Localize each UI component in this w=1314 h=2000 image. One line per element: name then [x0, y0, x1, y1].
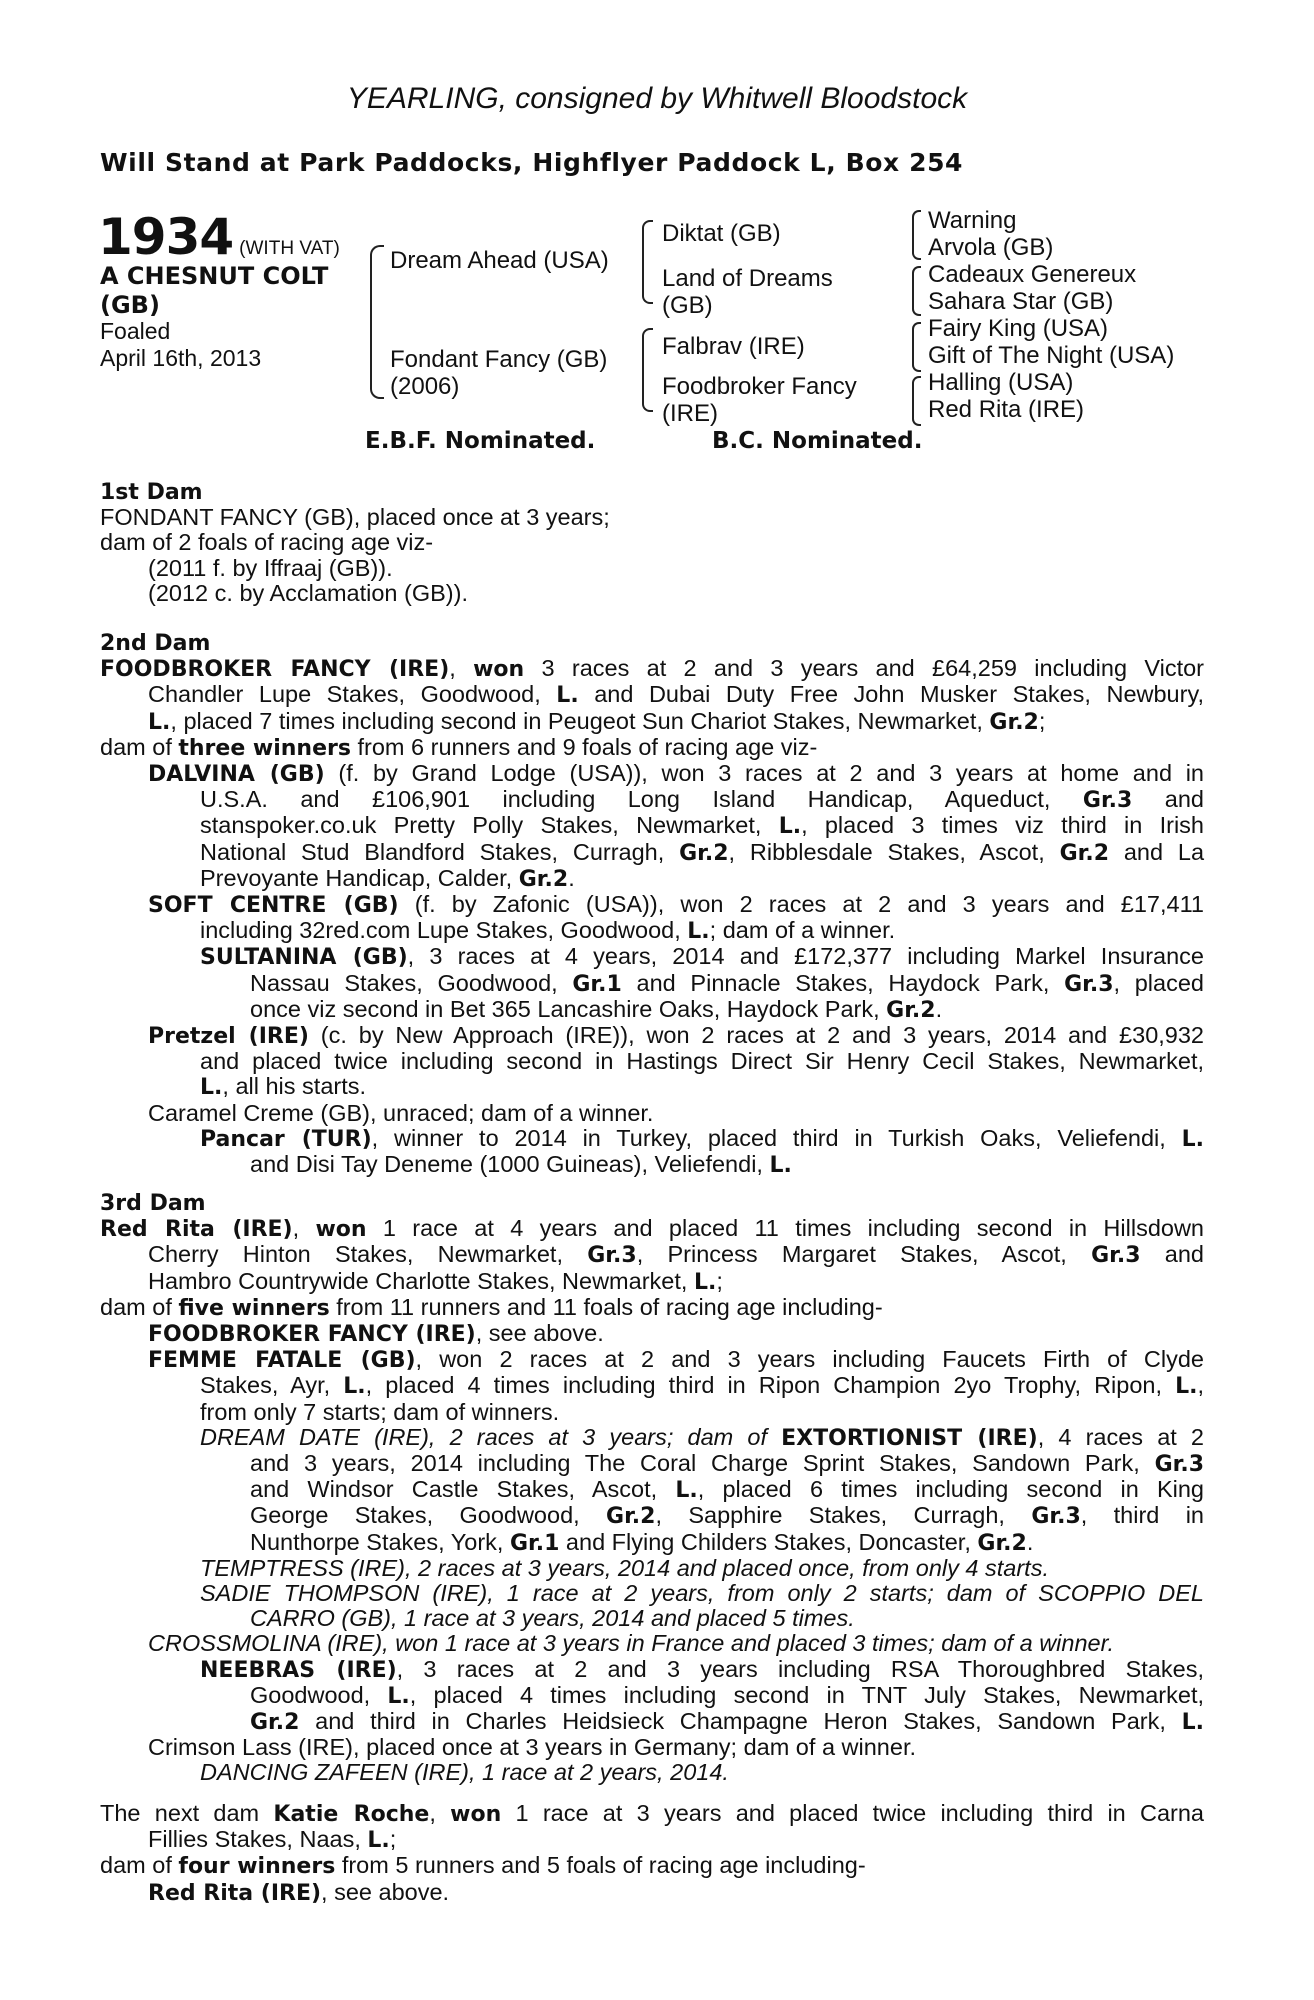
third-dam-line	[100, 1631, 1204, 1656]
text: , placed	[1113, 969, 1204, 996]
ebf-nominated: E.B.F. Nominated.	[365, 428, 596, 454]
grade: L.	[200, 1075, 223, 1101]
grade: L.	[778, 814, 802, 840]
text: and Flying Childers Stakes, Doncaster,	[559, 1528, 978, 1555]
brace-sire-dam	[370, 245, 384, 399]
next-dam-section	[100, 1801, 1204, 1906]
second-dam-line	[100, 1074, 1204, 1100]
ped-sire: Dream Ahead (USA)	[390, 247, 609, 274]
second-dam-heading: 2nd Dam	[100, 631, 211, 656]
grade: Gr.2	[518, 866, 569, 892]
third-dam-line	[100, 1530, 1204, 1556]
horse-name: NEEBRAS (IRE)	[200, 1657, 397, 1683]
text: and Disi Tay Deneme (1000 Guineas), Veliefendi,	[250, 1151, 770, 1178]
grade: Gr.1	[509, 1530, 560, 1556]
text: ;	[716, 1267, 723, 1294]
horse-name: SOFT CENTRE (GB)	[148, 893, 399, 919]
ped-sire-dam	[662, 265, 833, 319]
second-dam-line	[100, 735, 1204, 761]
horse-name: Katie Roche	[273, 1802, 430, 1827]
second-dam-line	[100, 840, 1204, 866]
third-dam-line	[100, 1581, 1204, 1606]
grade: L.	[367, 1828, 390, 1854]
text: Nunthorpe Stakes, York,	[250, 1528, 510, 1555]
ped-ssd: Arvola (GB)	[928, 234, 1054, 261]
text: 3 races at 2 and 3 years and £64,259 including Victor	[524, 655, 1204, 682]
text: .	[568, 864, 575, 891]
won-label: won	[315, 1217, 367, 1243]
text: 1 race at 3 years and placed twice including third in Carna	[501, 1800, 1204, 1826]
foaled-label: Foaled	[100, 318, 171, 344]
text: including 32red.com Lupe Stakes, Goodwood,	[200, 917, 688, 944]
third-dam-line	[100, 1242, 1204, 1268]
second-dam-line	[100, 1126, 1204, 1152]
grade: L.	[687, 919, 710, 945]
text: and placed twice including second in Hastings Direct Sir Henry Cecil Stakes, Newmarket,	[200, 1048, 1204, 1075]
text: from 5 runners and 5 foals of racing age including-	[335, 1852, 866, 1879]
text: (f. by Grand Lodge (USA)), won 3 races at 2 and 3 years at home and in	[324, 760, 1204, 787]
text: , placed 7 times including second in Peugeot Sun Chariot Stakes, Newmarket,	[170, 707, 990, 734]
next-dam-line	[100, 1801, 1204, 1827]
horse-name: SCOPPIO DEL	[1038, 1580, 1204, 1607]
second-dam-line	[100, 1152, 1204, 1178]
grade: L.	[556, 683, 579, 709]
horse-name: Pretzel (IRE)	[148, 1024, 309, 1050]
text: , Sapphire Stakes, Curragh,	[655, 1502, 1032, 1529]
text: from only 7 starts; dam of winners.	[200, 1398, 560, 1425]
text: , 2 races at 3 years, 2014 and placed once, from only 4 starts.	[404, 1554, 1049, 1581]
second-dam-line	[100, 866, 1204, 892]
stand-location: Will Stand at Park Paddocks, Highflyer Paddock L, Box 254	[100, 148, 964, 177]
ped-dam-name: Fondant Fancy (GB)	[390, 346, 608, 373]
ped-dss: Fairy King (USA)	[928, 315, 1109, 342]
text: Nassau Stakes, Goodwood,	[250, 969, 573, 996]
third-dam-line	[100, 1295, 1204, 1321]
second-dam-line	[100, 1101, 1204, 1126]
second-dam-line	[100, 656, 1204, 682]
text: Goodwood,	[250, 1681, 388, 1708]
second-dam-section	[100, 631, 1204, 1178]
ped-sire-sire: Diktat (GB)	[662, 220, 781, 247]
bc-nominated: B.C. Nominated.	[712, 428, 923, 454]
second-dam-line	[100, 761, 1204, 787]
text: and Pinnacle Stakes, Haydock Park,	[621, 969, 1065, 996]
winners-count: five winners	[178, 1295, 330, 1321]
third-dam-line	[100, 1606, 1204, 1631]
lot-desc-line-2: (GB)	[100, 291, 160, 319]
third-dam-heading: 3rd Dam	[100, 1191, 206, 1216]
first-dam-line: (2012 c. by Acclamation (GB)).	[148, 579, 468, 606]
text: and third in Charles Heidsieck Champagne Heron Stakes, Sandown Park,	[299, 1708, 1182, 1735]
lot-description	[100, 262, 328, 320]
ped-sire-dam-name: Land of Dreams	[662, 265, 833, 292]
grade: L.	[1175, 1374, 1198, 1400]
first-dam-line: (2011 f. by Iffraaj (GB)).	[148, 554, 393, 581]
ped-sire-dam-country: (GB)	[662, 292, 713, 319]
grade: L.	[387, 1683, 410, 1709]
ped-sss: Warning	[928, 207, 1017, 234]
ped-sdd: Sahara Star (GB)	[928, 288, 1114, 315]
second-dam-line	[100, 918, 1204, 944]
text: , Ribblesdale Stakes, Ascot,	[728, 838, 1060, 865]
second-dam-line	[100, 787, 1204, 813]
text: and 3 years, 2014 including The Coral Charge Sprint Stakes, Sandown Park,	[250, 1450, 1155, 1477]
second-dam-line	[100, 944, 1204, 970]
text: dam of	[100, 1293, 179, 1320]
vat-note: (WITH VAT)	[239, 238, 340, 259]
next-dam-line	[100, 1853, 1204, 1879]
ped-dam	[390, 346, 607, 400]
third-dam-line	[100, 1400, 1204, 1425]
grade: Gr.2	[977, 1530, 1027, 1556]
grade: Gr.3	[587, 1243, 637, 1269]
consignor-line: YEARLING, consigned by Whitwell Bloodstock	[346, 82, 968, 115]
first-dam-line: dam of 2 foals of racing age viz-	[100, 529, 434, 556]
second-dam-line	[100, 997, 1204, 1023]
third-dam-section	[100, 1191, 1204, 1786]
horse-name: EXTORTIONIST (IRE)	[781, 1425, 1038, 1451]
third-dam-line	[100, 1760, 1204, 1785]
lot-heading	[98, 208, 340, 266]
text: , placed 6 times including second in King	[697, 1476, 1205, 1503]
ped-dam-dam	[662, 373, 857, 427]
grade: Gr.3	[1064, 971, 1114, 997]
text: , placed 4 times including second in TNT July Stakes, Newmarket,	[409, 1681, 1204, 1708]
text: Crimson Lass (IRE), placed once at 3 years in Germany; dam of a winner.	[148, 1734, 916, 1761]
text: ;	[1038, 707, 1046, 734]
text: , see above.	[475, 1320, 604, 1347]
horse-name: FEMME FATALE (GB)	[148, 1348, 416, 1374]
grade: Gr.2	[606, 1504, 656, 1530]
third-dam-line	[100, 1735, 1204, 1760]
text: .	[1026, 1528, 1034, 1555]
text: dam of	[100, 1852, 179, 1879]
brace-sss	[912, 210, 921, 260]
lot-number: 1934	[98, 208, 234, 266]
text: from 6 runners and 9 foals of racing age viz-	[350, 733, 818, 760]
horse-name: DALVINA (GB)	[148, 762, 325, 788]
text: , winner to 2014 in Turkey, placed third in Turkish Oaks, Veliefendi,	[371, 1124, 1182, 1151]
third-dam-line	[100, 1321, 1204, 1347]
text: ,	[292, 1215, 316, 1242]
text: ,	[1197, 1372, 1204, 1399]
horse-name: CROSSMOLINA (IRE)	[148, 1630, 383, 1657]
horse-name: DANCING ZAFEEN (IRE)	[200, 1759, 469, 1786]
brace-dss	[912, 322, 921, 372]
ped-dam-year: (2006)	[390, 373, 460, 400]
text: Cherry Hinton Stakes, Newmarket,	[148, 1241, 588, 1268]
text: National Stud Blandford Stakes, Curragh,	[200, 838, 680, 865]
horse-name: DREAM DATE (IRE)	[200, 1423, 429, 1450]
grade: Gr.3	[1091, 1243, 1141, 1269]
third-dam-line	[100, 1347, 1204, 1373]
text: Fillies Stakes, Naas,	[148, 1826, 368, 1853]
text: , placed 4 times including third in Ripon Champion 2yo Trophy, Ripon,	[365, 1372, 1176, 1399]
next-dam-line	[100, 1880, 1204, 1906]
second-dam-line	[100, 682, 1204, 708]
first-dam-heading: 1st Dam	[100, 480, 203, 505]
grade: Gr.3	[1031, 1504, 1081, 1530]
foaled-date: April 16th, 2013	[100, 345, 262, 371]
text: (c. by New Approach (IRE)), won 2 races at 2 and 3 years, 2014 and £30,932	[308, 1022, 1205, 1049]
horse-name: TEMPTRESS (IRE)	[200, 1554, 405, 1581]
text: ,	[449, 655, 474, 682]
next-dam-line	[100, 1827, 1204, 1853]
brace-sire	[642, 220, 653, 304]
text: , 3 races at 2 and 3 years including RSA Thoroughbred Stakes,	[396, 1655, 1204, 1682]
second-dam-line	[100, 813, 1204, 839]
text: , 4 races at 2	[1037, 1423, 1205, 1450]
text: ,	[429, 1800, 451, 1826]
grade: L.	[769, 1153, 792, 1179]
third-dam-line	[100, 1451, 1204, 1477]
text: ;	[389, 1826, 397, 1853]
grade: L.	[343, 1374, 366, 1400]
text: ; dam of a winner.	[709, 917, 896, 944]
winners-count: three winners	[178, 735, 351, 761]
third-dam-line	[100, 1425, 1204, 1451]
text: , 2 races at 3 years; dam of	[428, 1423, 782, 1450]
horse-name: CARRO (GB)	[250, 1605, 391, 1632]
text: , placed 3 times viz third in Irish	[801, 812, 1204, 839]
ped-sds: Cadeaux Genereux	[928, 261, 1137, 288]
grade: Gr.3	[1154, 1452, 1204, 1478]
ped-dam-dam-country: (IRE)	[662, 400, 718, 427]
grade: L.	[675, 1478, 698, 1504]
text: (f. by Zafonic (USA)), won 2 races at 2 and 3 years and £17,411	[398, 891, 1204, 918]
horse-name: FOODBROKER FANCY (IRE)	[148, 1322, 476, 1348]
third-dam-line	[100, 1477, 1204, 1503]
grade: Gr.2	[989, 709, 1039, 735]
third-dam-line	[100, 1269, 1204, 1295]
text: and	[1140, 1241, 1204, 1268]
brace-sds	[912, 266, 921, 316]
text: from 11 runners and 11 foals of racing age including-	[329, 1293, 883, 1320]
grade: Gr.2	[250, 1710, 300, 1736]
second-dam-line	[100, 892, 1204, 918]
third-dam-line	[100, 1709, 1204, 1735]
grade: Gr.2	[679, 840, 729, 866]
first-dam-line: FONDANT FANCY (GB), placed once at 3 years;	[100, 504, 610, 531]
text: , 3 races at 4 years, 2014 and £172,377 including Markel Insurance	[407, 943, 1204, 970]
text: , 1 race at 2 years, from only 2 starts; dam of	[487, 1580, 1039, 1607]
text: and Windsor Castle Stakes, Ascot,	[250, 1476, 676, 1503]
brace-dds	[912, 376, 921, 426]
grade: L.	[1181, 1126, 1204, 1152]
ped-dsd: Gift of The Night (USA)	[928, 342, 1175, 369]
text: Prevoyante Handicap, Calder,	[200, 864, 519, 891]
third-dam-line	[100, 1216, 1204, 1242]
brace-dam	[642, 328, 653, 412]
grade: L.	[1181, 1710, 1204, 1736]
third-dam-line	[100, 1683, 1204, 1709]
grade: Gr.1	[572, 971, 622, 997]
second-dam-line	[100, 709, 1204, 735]
text: Stakes, Ayr,	[200, 1372, 344, 1399]
ped-gen3-1	[928, 207, 1174, 423]
grade: L.	[693, 1269, 717, 1295]
third-dam-line	[100, 1373, 1204, 1399]
text: The next dam	[100, 1800, 274, 1826]
text: 1 race at 4 years and placed 11 times including second in Hillsdown	[366, 1215, 1204, 1242]
grade: Gr.3	[1082, 788, 1133, 814]
second-dam-line	[100, 1023, 1204, 1049]
ped-dam-dam-name: Foodbroker Fancy	[662, 373, 857, 400]
text: , all his starts.	[222, 1073, 367, 1100]
horse-name: SULTANINA (GB)	[200, 945, 408, 971]
text: , Princess Margaret Stakes, Ascot,	[636, 1241, 1092, 1268]
grade: Gr.2	[1059, 840, 1110, 866]
third-dam-line	[100, 1503, 1204, 1529]
text: U.S.A. and £106,901 including Long Island Handicap, Aqueduct,	[200, 786, 1083, 813]
text: Hambro Countrywide Charlotte Stakes, Newmarket,	[148, 1267, 694, 1294]
first-dam-section	[100, 480, 1204, 606]
text: , 1 race at 2 years, 2014.	[468, 1759, 729, 1786]
horse-name: FOODBROKER FANCY (IRE)	[100, 657, 450, 683]
lot-desc-line-1: A CHESNUT COLT	[100, 262, 329, 290]
horse-name: SADIE THOMPSON (IRE)	[200, 1580, 488, 1607]
ped-dam-sire: Falbrav (IRE)	[662, 333, 805, 360]
text: dam of	[100, 733, 179, 760]
text: , won 1 race at 3 years in France and placed 3 times; dam of a winner.	[382, 1630, 1115, 1657]
ped-ddd: Red Rita (IRE)	[928, 396, 1085, 423]
text: , won 2 races at 2 and 3 years including Faucets Firth of Clyde	[415, 1346, 1204, 1373]
horse-name: Pancar (TUR)	[200, 1126, 372, 1152]
text: , third in	[1080, 1502, 1205, 1529]
third-dam-line	[100, 1657, 1204, 1683]
text: Chandler Lupe Stakes, Goodwood,	[148, 681, 557, 708]
text: Caramel Creme (GB), unraced; dam of a winner.	[148, 1099, 654, 1126]
text: once viz second in Bet 365 Lancashire Oaks, Haydock Park,	[250, 995, 887, 1022]
text: and Dubai Duty Free John Musker Stakes, Newbury,	[578, 681, 1204, 708]
foaled-info	[100, 318, 261, 372]
won-label: won	[473, 657, 525, 683]
second-dam-line	[100, 1049, 1204, 1074]
ped-dds: Halling (USA)	[928, 369, 1074, 396]
text: stanspoker.co.uk Pretty Polly Stakes, Newmarket,	[200, 812, 779, 839]
grade: Gr.2	[886, 997, 936, 1023]
horse-name: Red Rita (IRE)	[148, 1880, 322, 1906]
second-dam-line	[100, 971, 1204, 997]
grade: L.	[148, 709, 171, 735]
text: George Stakes, Goodwood,	[250, 1502, 607, 1529]
winners-count: four winners	[178, 1854, 336, 1880]
text: .	[935, 995, 943, 1022]
text: , 1 race at 3 years, 2014 and placed 5 times.	[391, 1605, 855, 1632]
won-label: won	[450, 1802, 502, 1827]
text: , see above.	[321, 1878, 450, 1905]
horse-name: Red Rita (IRE)	[100, 1217, 293, 1243]
third-dam-line	[100, 1556, 1204, 1581]
text: and La	[1109, 838, 1205, 865]
text: and	[1132, 786, 1204, 813]
